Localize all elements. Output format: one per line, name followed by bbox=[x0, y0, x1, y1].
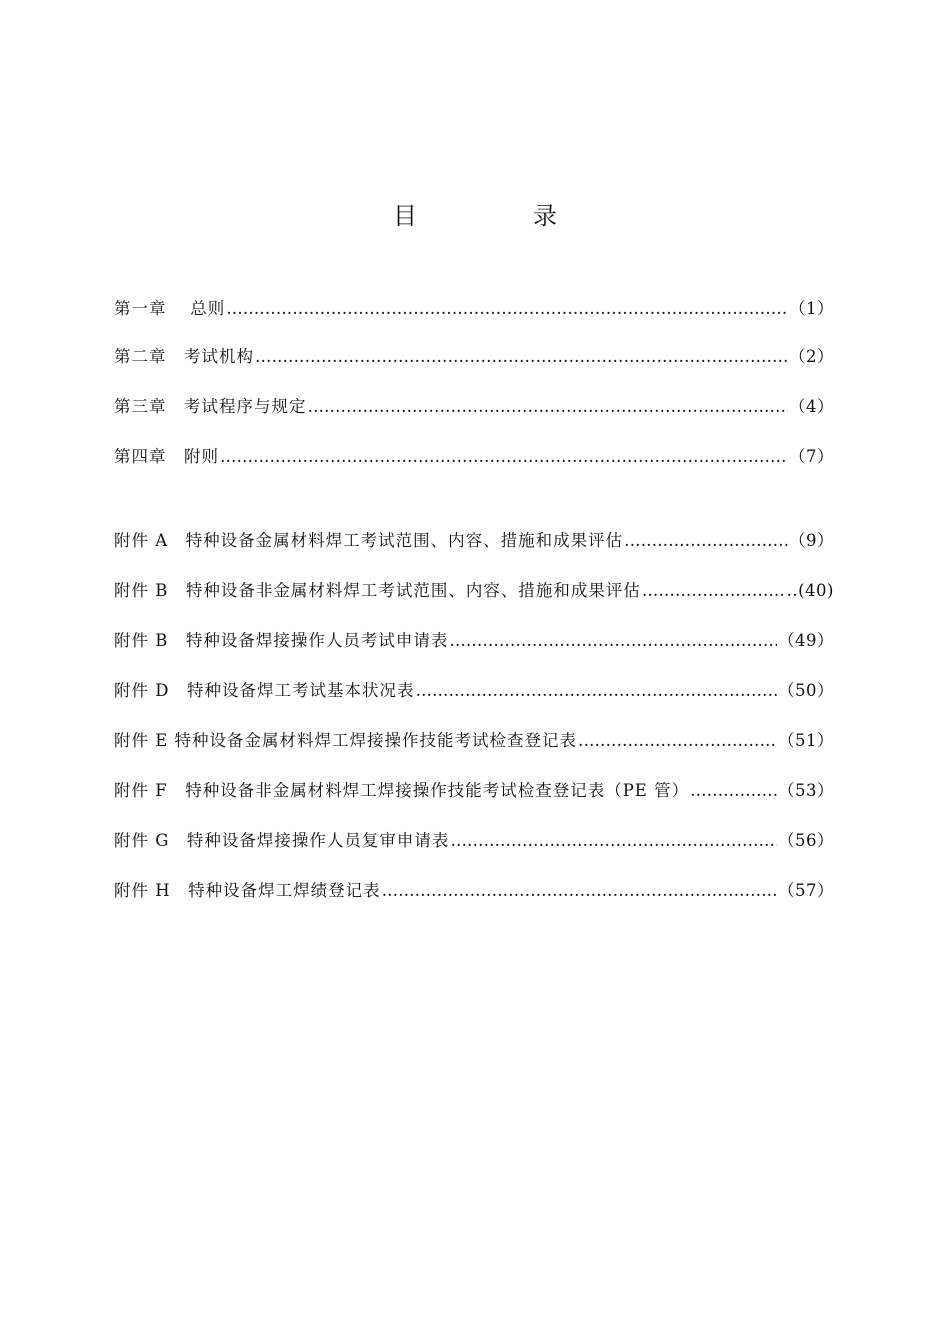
toc-entry-appendix-a[interactable] bbox=[114, 528, 834, 554]
toc-entry-label: 附件 B 特种设备焊接操作人员考试申请表 bbox=[114, 631, 449, 650]
dot-leader bbox=[255, 344, 788, 370]
toc-entry-chapter-3[interactable] bbox=[114, 394, 834, 420]
toc-entry-appendix-h[interactable] bbox=[114, 878, 834, 904]
dot-leader bbox=[308, 394, 789, 420]
toc-entry-appendix-f[interactable] bbox=[114, 778, 834, 804]
toc-entry-page: （1） bbox=[789, 299, 834, 318]
toc-entry-page: ..(40) bbox=[786, 581, 834, 600]
dot-leader bbox=[415, 678, 777, 704]
toc-entry-label: 第四章 附则 bbox=[114, 447, 219, 466]
dot-leader bbox=[382, 878, 777, 904]
toc-entry-page: （49） bbox=[778, 631, 834, 650]
toc-entry-appendix-e[interactable] bbox=[114, 728, 834, 754]
dot-leader bbox=[220, 444, 788, 470]
toc-entry-label: 附件 G 特种设备焊接操作人员复审申请表 bbox=[114, 831, 450, 850]
toc-entry-chapter-1[interactable] bbox=[114, 296, 834, 322]
dot-leader bbox=[642, 578, 786, 604]
toc-entry-appendix-g[interactable] bbox=[114, 828, 834, 854]
dot-leader bbox=[226, 296, 788, 322]
toc-entry-page: （50） bbox=[778, 681, 834, 700]
toc-entry-page: （57） bbox=[778, 881, 834, 900]
toc-entry-label: 第一章 总则 bbox=[114, 299, 226, 318]
toc-entry-chapter-2[interactable] bbox=[114, 344, 834, 370]
toc-entry-page: （9） bbox=[789, 531, 834, 550]
toc-entry-appendix-c[interactable] bbox=[114, 628, 834, 654]
toc-entry-label: 附件 E 特种设备金属材料焊工焊接操作技能考试检查登记表 bbox=[114, 731, 578, 750]
toc-entry-label: 附件 D 特种设备焊工考试基本状况表 bbox=[114, 681, 415, 700]
toc-entry-page: （51） bbox=[778, 731, 834, 750]
toc-entry-appendix-b[interactable] bbox=[114, 578, 834, 604]
toc-entry-page: （56） bbox=[778, 831, 834, 850]
dot-leader bbox=[690, 778, 777, 804]
toc-entry-page: （53） bbox=[778, 781, 834, 800]
toc-entry-label: 第二章 考试机构 bbox=[114, 347, 254, 366]
toc-entry-label: 附件 B 特种设备非金属材料焊工考试范围、内容、措施和成果评估 bbox=[114, 581, 641, 600]
dot-leader bbox=[449, 628, 777, 654]
toc-entry-label: 附件 A 特种设备金属材料焊工考试范围、内容、措施和成果评估 bbox=[114, 531, 624, 550]
dot-leader bbox=[578, 728, 777, 754]
toc-entry-page: （4） bbox=[789, 397, 834, 416]
toc-entry-label: 附件 F 特种设备非金属材料焊工焊接操作技能考试检查登记表（PE 管） bbox=[114, 781, 690, 800]
toc-entry-chapter-4[interactable] bbox=[114, 444, 834, 470]
toc-entry-appendix-d[interactable] bbox=[114, 678, 834, 704]
dot-leader bbox=[624, 528, 788, 554]
toc-title: 目 录 bbox=[393, 202, 603, 230]
toc-entry-page: （2） bbox=[789, 347, 834, 366]
toc-entry-label: 附件 H 特种设备焊工焊绩登记表 bbox=[114, 881, 381, 900]
toc-entry-label: 第三章 考试程序与规定 bbox=[114, 397, 307, 416]
toc-entry-page: （7） bbox=[789, 447, 834, 466]
dot-leader bbox=[450, 828, 777, 854]
